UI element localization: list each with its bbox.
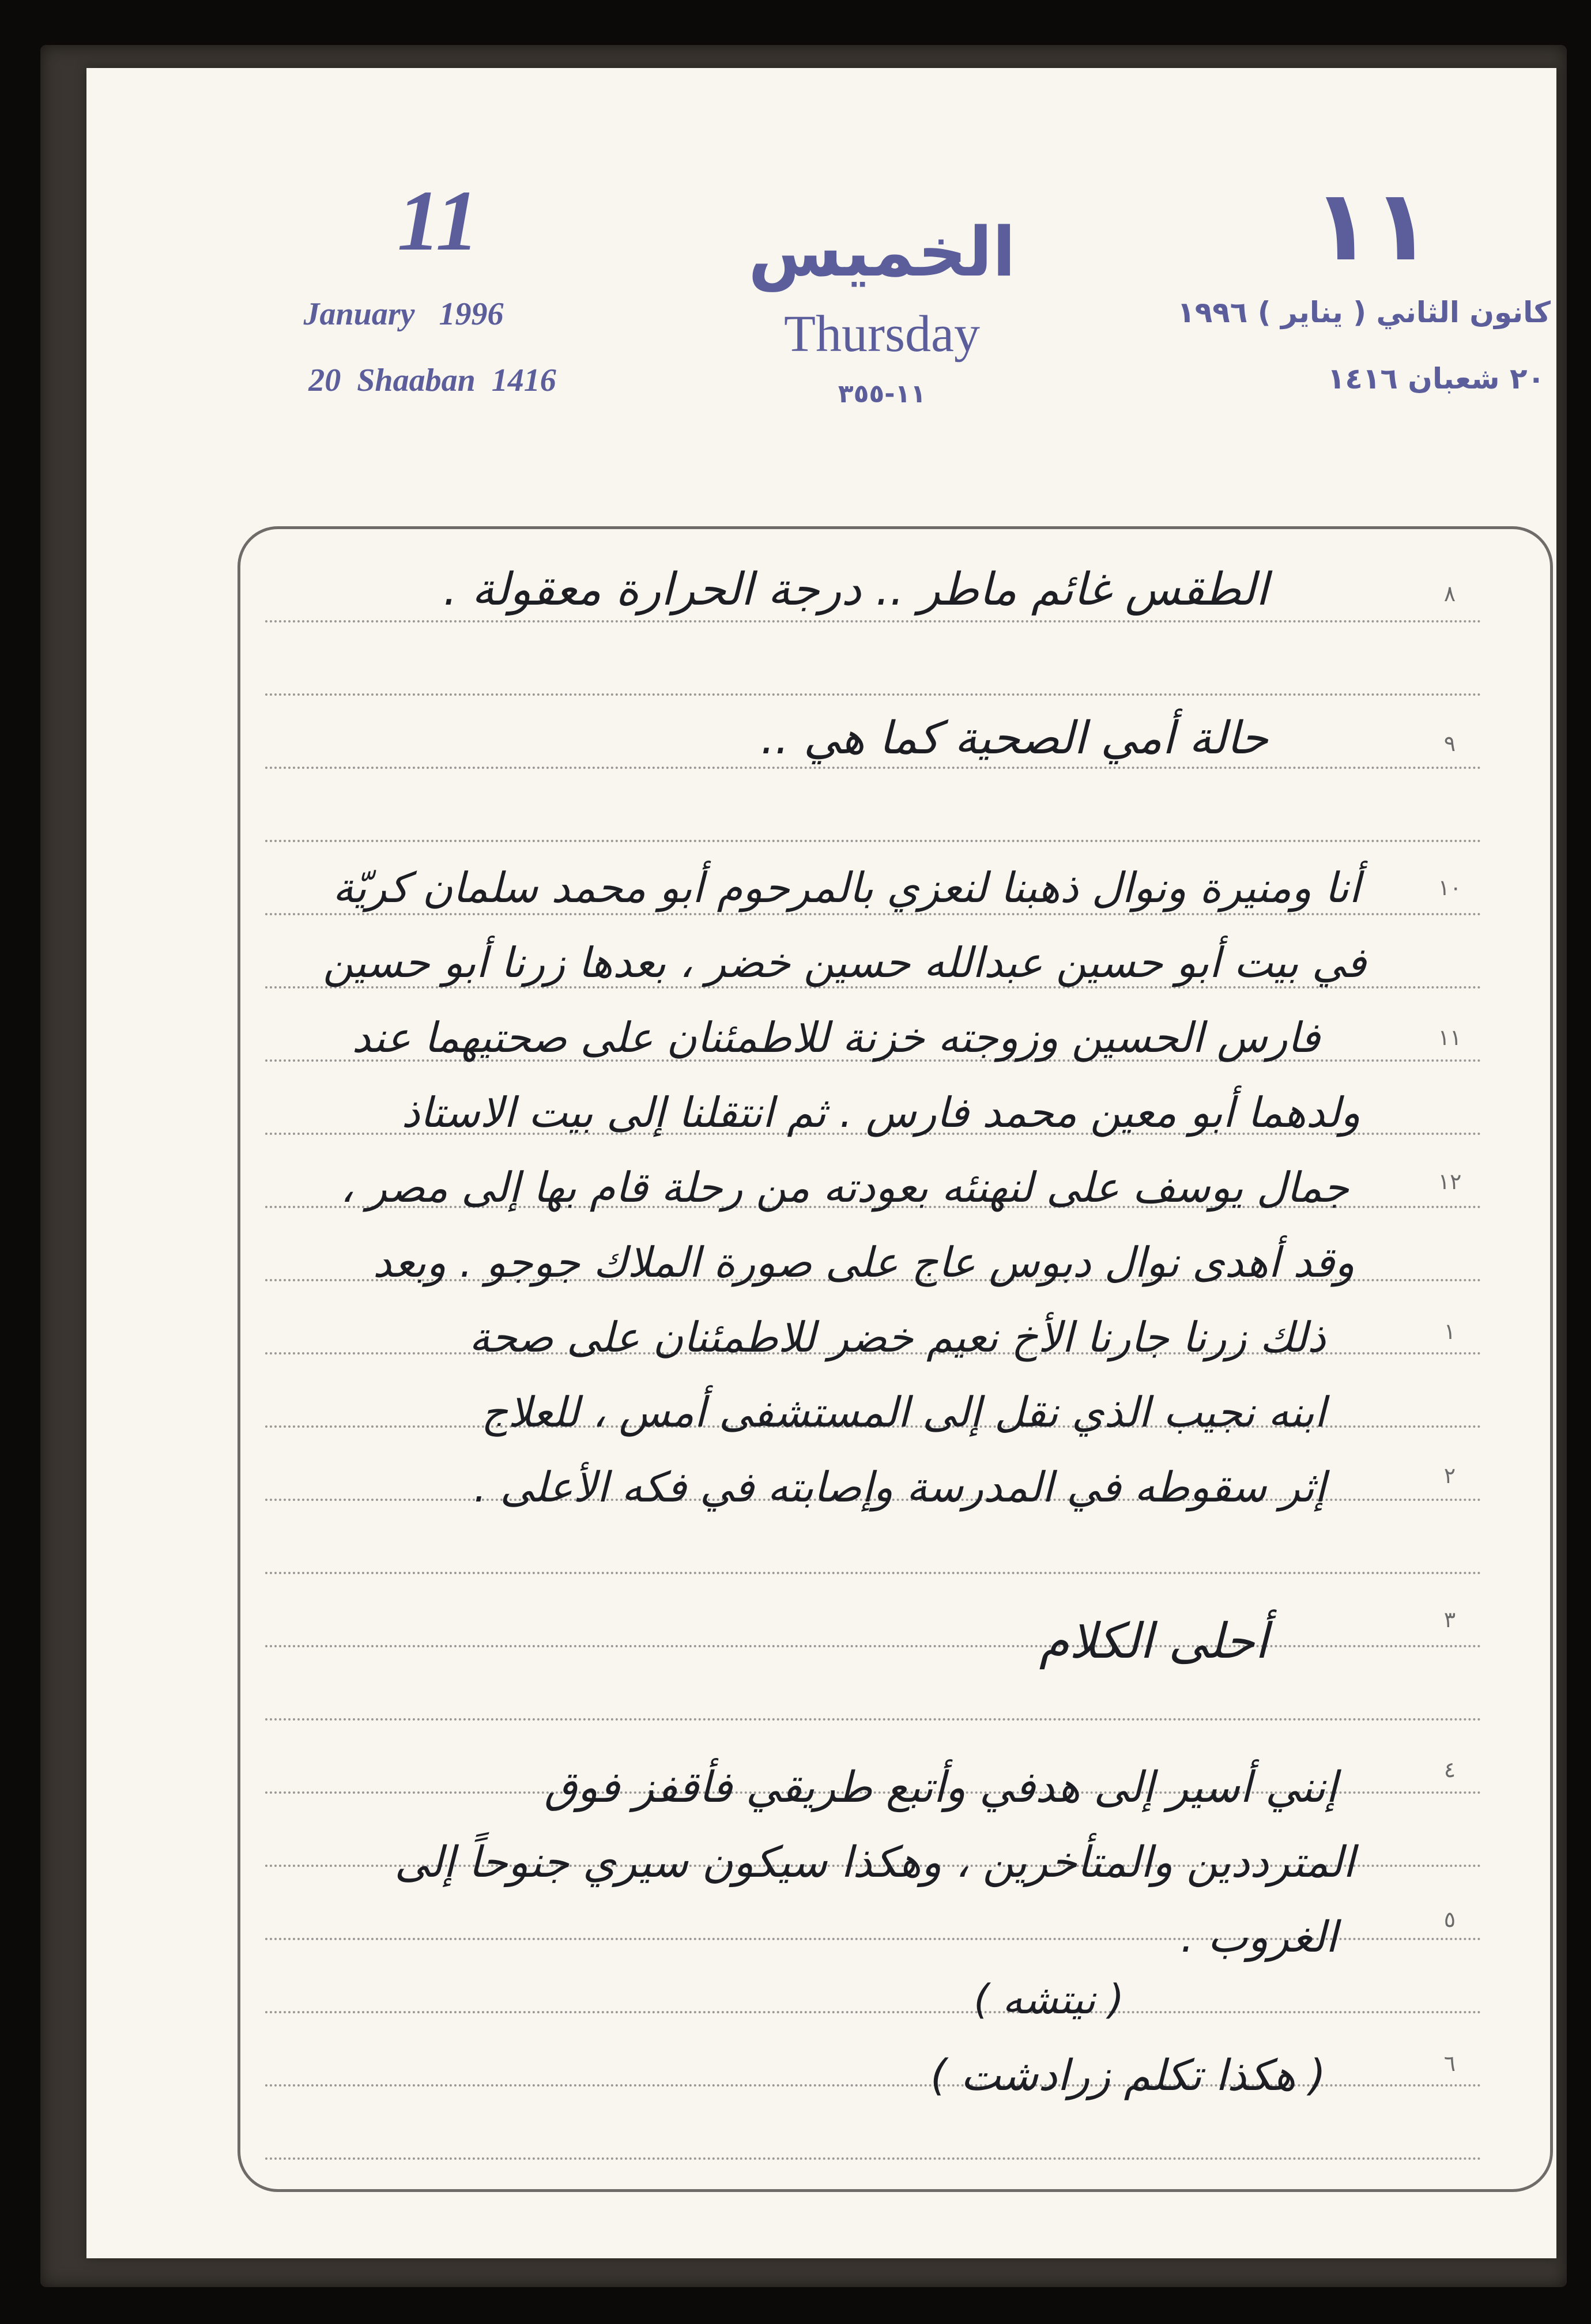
handwritten-source: ( هكذا تكلم زرادشت ) <box>930 2051 1326 2100</box>
handwritten-line: أنا ومنيرة ونوال ذهبنا لنعزي بالمرحوم أبو محمد سلمان كريّة <box>333 863 1360 912</box>
hour-marker: ٩ <box>1443 731 1456 756</box>
ruled-line <box>265 1718 1481 1721</box>
handwritten-line: في بيت أبو حسين عبدالله حسين خضر ، بعدها زرنا أبو حسين <box>323 938 1366 987</box>
hour-marker: ٤ <box>1443 1757 1456 1782</box>
ruled-line <box>265 767 1481 769</box>
hour-marker: ١٠ <box>1438 875 1462 900</box>
ruled-line <box>265 2157 1481 2160</box>
handwritten-line: فارس الحسين وزوجته خزنة للاطمئنان على صحتيهما عند <box>352 1013 1320 1062</box>
weekday-en: Thursday <box>784 305 980 363</box>
handwritten-line: المترددين والمتأخرين ، وهكذا سيكون سيري جنوحاً إلى <box>394 1838 1355 1887</box>
day-of-year-ref: ١١-٣٥٥ <box>838 379 926 409</box>
day-number-en: 11 <box>397 173 479 269</box>
hour-marker: ١ <box>1443 1319 1456 1344</box>
handwritten-line: إثر سقوطه في المدرسة وإصابته في فكه الأعلى . <box>473 1463 1326 1511</box>
handwritten-line: ولدهما أبو معين محمد فارس . ثم انتقلنا إلى بيت الاستاذ <box>401 1088 1360 1137</box>
ruled-line <box>265 840 1481 842</box>
hour-marker: ٨ <box>1443 581 1456 606</box>
handwritten-line: إنني أسير إلى هدفي وأتبع طريقي فأقفز فوق <box>544 1763 1337 1812</box>
handwritten-line: جمال يوسف على لنهنئه بعودته من رحلة قام بها إلى مصر ، <box>340 1163 1349 1212</box>
handwritten-line: وقد أهدى نوال دبوس عاج على صورة الملاك جوجو . وبعد <box>372 1238 1355 1286</box>
handwritten-line: ذلك زرنا جارنا الأخ نعيم خضر للاطمئنان على صحة <box>469 1313 1326 1361</box>
gregorian-date-en: January 1996 <box>303 296 504 332</box>
hour-marker: ٣ <box>1443 1607 1456 1632</box>
hour-marker: ٦ <box>1443 2051 1456 2076</box>
hour-marker: ٢ <box>1443 1463 1456 1488</box>
handwritten-line: ابنه نجيب الذي نقل إلى المستشفى أمس ، للعلاج <box>481 1388 1326 1436</box>
weekday-ar: الخميس <box>748 212 1016 292</box>
hijri-date-ar: ٢٠ شعبان ١٤١٦ <box>1327 362 1545 395</box>
handwritten-line: حالة أمي الصحية كما هي .. <box>760 712 1268 764</box>
handwritten-heading: أحلى الكلام <box>1039 1613 1268 1669</box>
ruled-line <box>265 2011 1481 2013</box>
ruled-line <box>265 1645 1481 1647</box>
day-number-ar: ١١ <box>1312 169 1432 283</box>
gregorian-date-ar: كانون الثاني ( يناير ) ١٩٩٦ <box>1177 296 1551 329</box>
hour-marker: ٥ <box>1443 1907 1456 1932</box>
ruled-line <box>265 1572 1481 1574</box>
handwritten-line: الغروب . <box>1180 1912 1337 1962</box>
ruled-line <box>265 693 1481 696</box>
diary-page <box>86 68 1556 2258</box>
handwritten-attribution: ( نيتشه ) <box>974 1976 1124 2023</box>
hour-marker: ١٢ <box>1438 1169 1462 1194</box>
ruled-line <box>265 913 1481 915</box>
hijri-date-en: 20 Shaaban 1416 <box>308 363 556 398</box>
handwritten-line: الطقس غائم ماطر .. درجة الحرارة معقولة . <box>443 564 1268 616</box>
hour-marker: ١١ <box>1438 1025 1462 1050</box>
ruled-line <box>265 620 1481 622</box>
